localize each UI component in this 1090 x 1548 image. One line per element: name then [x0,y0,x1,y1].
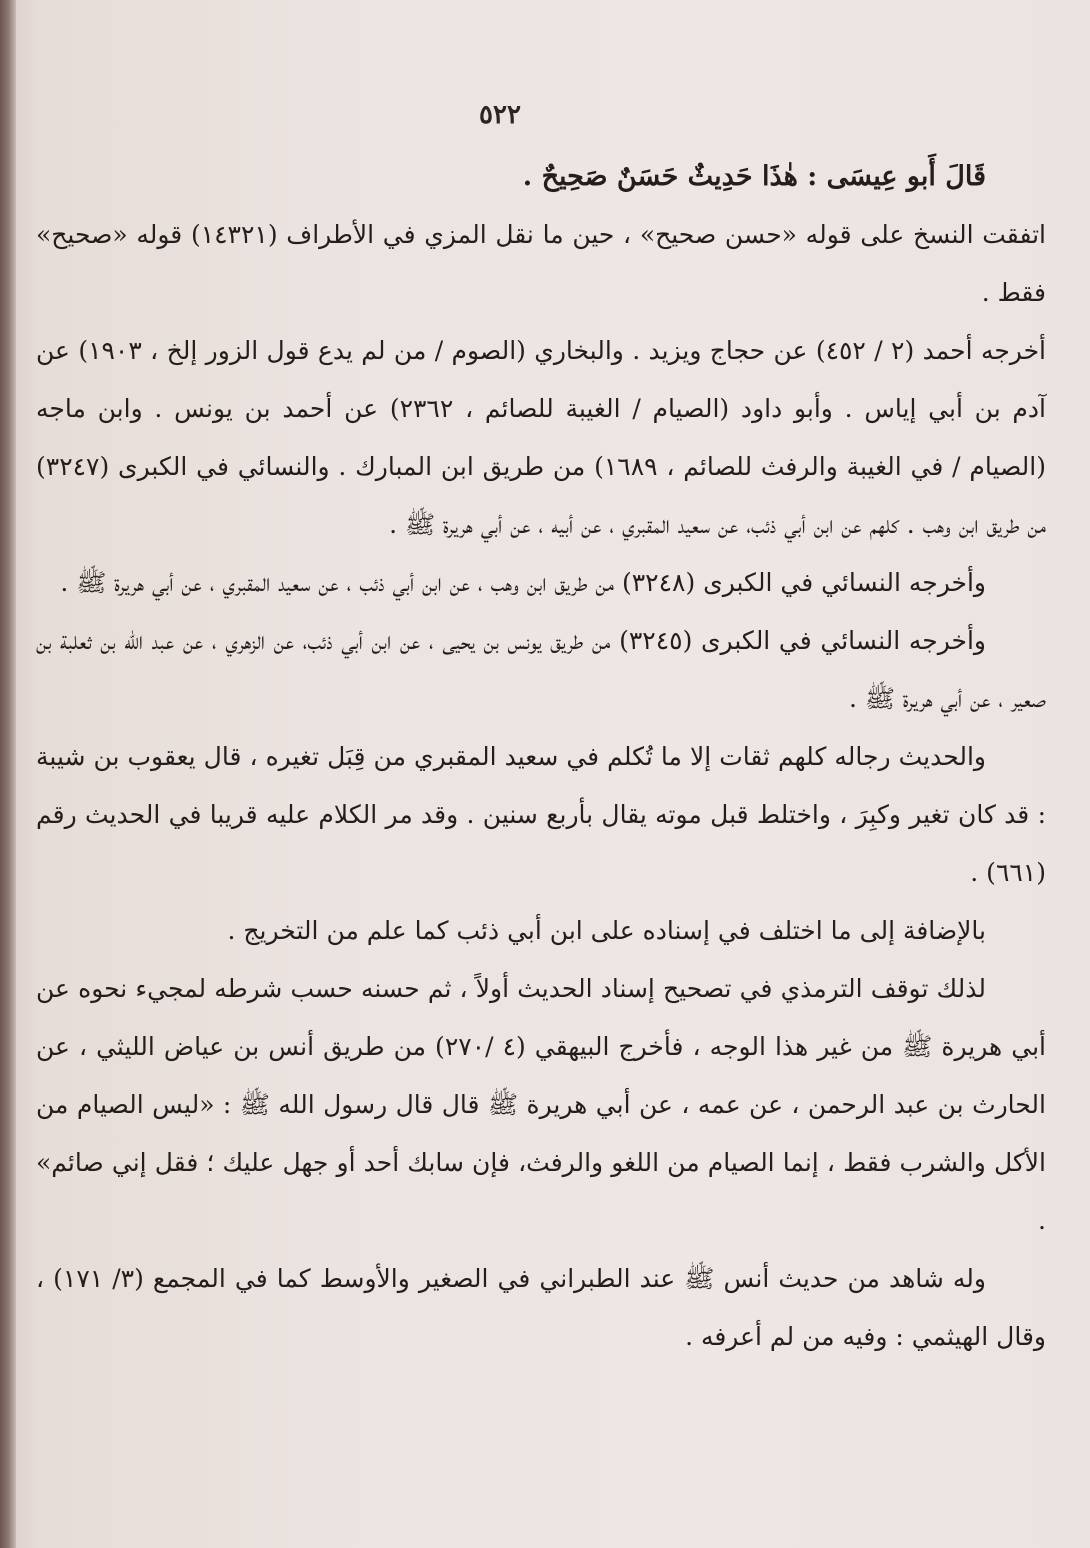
paragraph-manuscript-note: اتفقت النسخ على قوله «حسن صحيح» ، حين ما نقل المزي في الأطراف (١٤٣٢١) قوله «صحيح» فقط . [36,220,1047,307]
paragraph-tirmidhi-reasoning: لذلك توقف الترمذي في تصحيح إسناد الحديث أولاً ، ثم حسنه حسب شرطه لمجيء نحوه عن أبي هريرة ﷺ من غير هذا الوجه ، فأخرج البيهقي (٤ /٢٧٠) من طريق أنس بن عياض الليثي ، عن الحارث بن عبد الرحمن ، عن عمه ، عن أبي هريرة ﷺ قال قال رسول الله ﷺ : «ليس الصيام من الأكل والشرب فقط ، إنما الصيام من اللغو والرفث، فإن سابك أحد أو جهل عليك ؛ فقل إني صائم» . [36,974,1046,1235]
page-text [36,148,1046,1528]
page-number: ٥٢٢ [479,100,521,130]
paragraph-takhrij-nasai-2: وأخرجه النسائي في الكبرى (٣٢٤٥) من طريق يونس بن يحيى ، عن ابن أبي ذئب، عن الزهري ، عن عبد الله بن ثعلبة بن صعير ، عن أبي هريرة ﷺ . [36,626,1046,713]
hadith-verdict-line: قَالَ أَبو عِيسَى : هٰذَا حَدِيثٌ حَسَنٌ صَحِيحٌ . [522,161,986,192]
paragraph-supporting-witness: وله شاهد من حديث أنس ﷺ عند الطبراني في الصغير والأوسط كما في المجمع (٣/ ١٧١) ، وقال الهيثمي : وفيه من لم أعرفه . [36,1264,1046,1351]
paragraph-takhrij-main: أخرجه أحمد (٢ / ٤٥٢) عن حجاج ويزيد . والبخاري (الصوم / من لم يدع قول الزور إلخ ، ١٩٠٣) عن آدم بن أبي إياس . وأبو داود (الصيام / الغيبة للصائم ، ٢٣٦٢) عن أحمد بن يونس . وابن ماجه (الصيام / في الغيبة والرفث للصائم ، ١٦٨٩) من طريق ابن المبارك . والنسائي في الكبرى (٣٢٤٧) من طريق ابن وهب . كلهم عن ابن أبي ذئب، عن سعيد المقبري ، عن أبيه ، عن أبي هريرة ﷺ . [36,336,1046,539]
paragraph-narrators-grading: والحديث رجاله كلهم ثقات إلا ما تُكلم في سعيد المقبري من قِبَل تغيره ، قال يعقوب بن شيبة : قد كان تغير وكبِرَ ، واختلط قبل موته يقال بأربع سنين . وقد مر الكلام عليه قريبا في الحديث رقم (٦٦١) . [36,742,1046,887]
paragraph-isnad-difference: بالإضافة إلى ما اختلف في إسناده على ابن أبي ذئب كما علم من التخريج . [227,916,986,945]
paragraph-takhrij-nasai-1: وأخرجه النسائي في الكبرى (٣٢٤٨) من طريق ابن وهب ، عن ابن أبي ذئب ، عن سعيد المقبري ، عن أبي هريرة ﷺ . [60,568,986,597]
book-spine [0,0,16,1548]
